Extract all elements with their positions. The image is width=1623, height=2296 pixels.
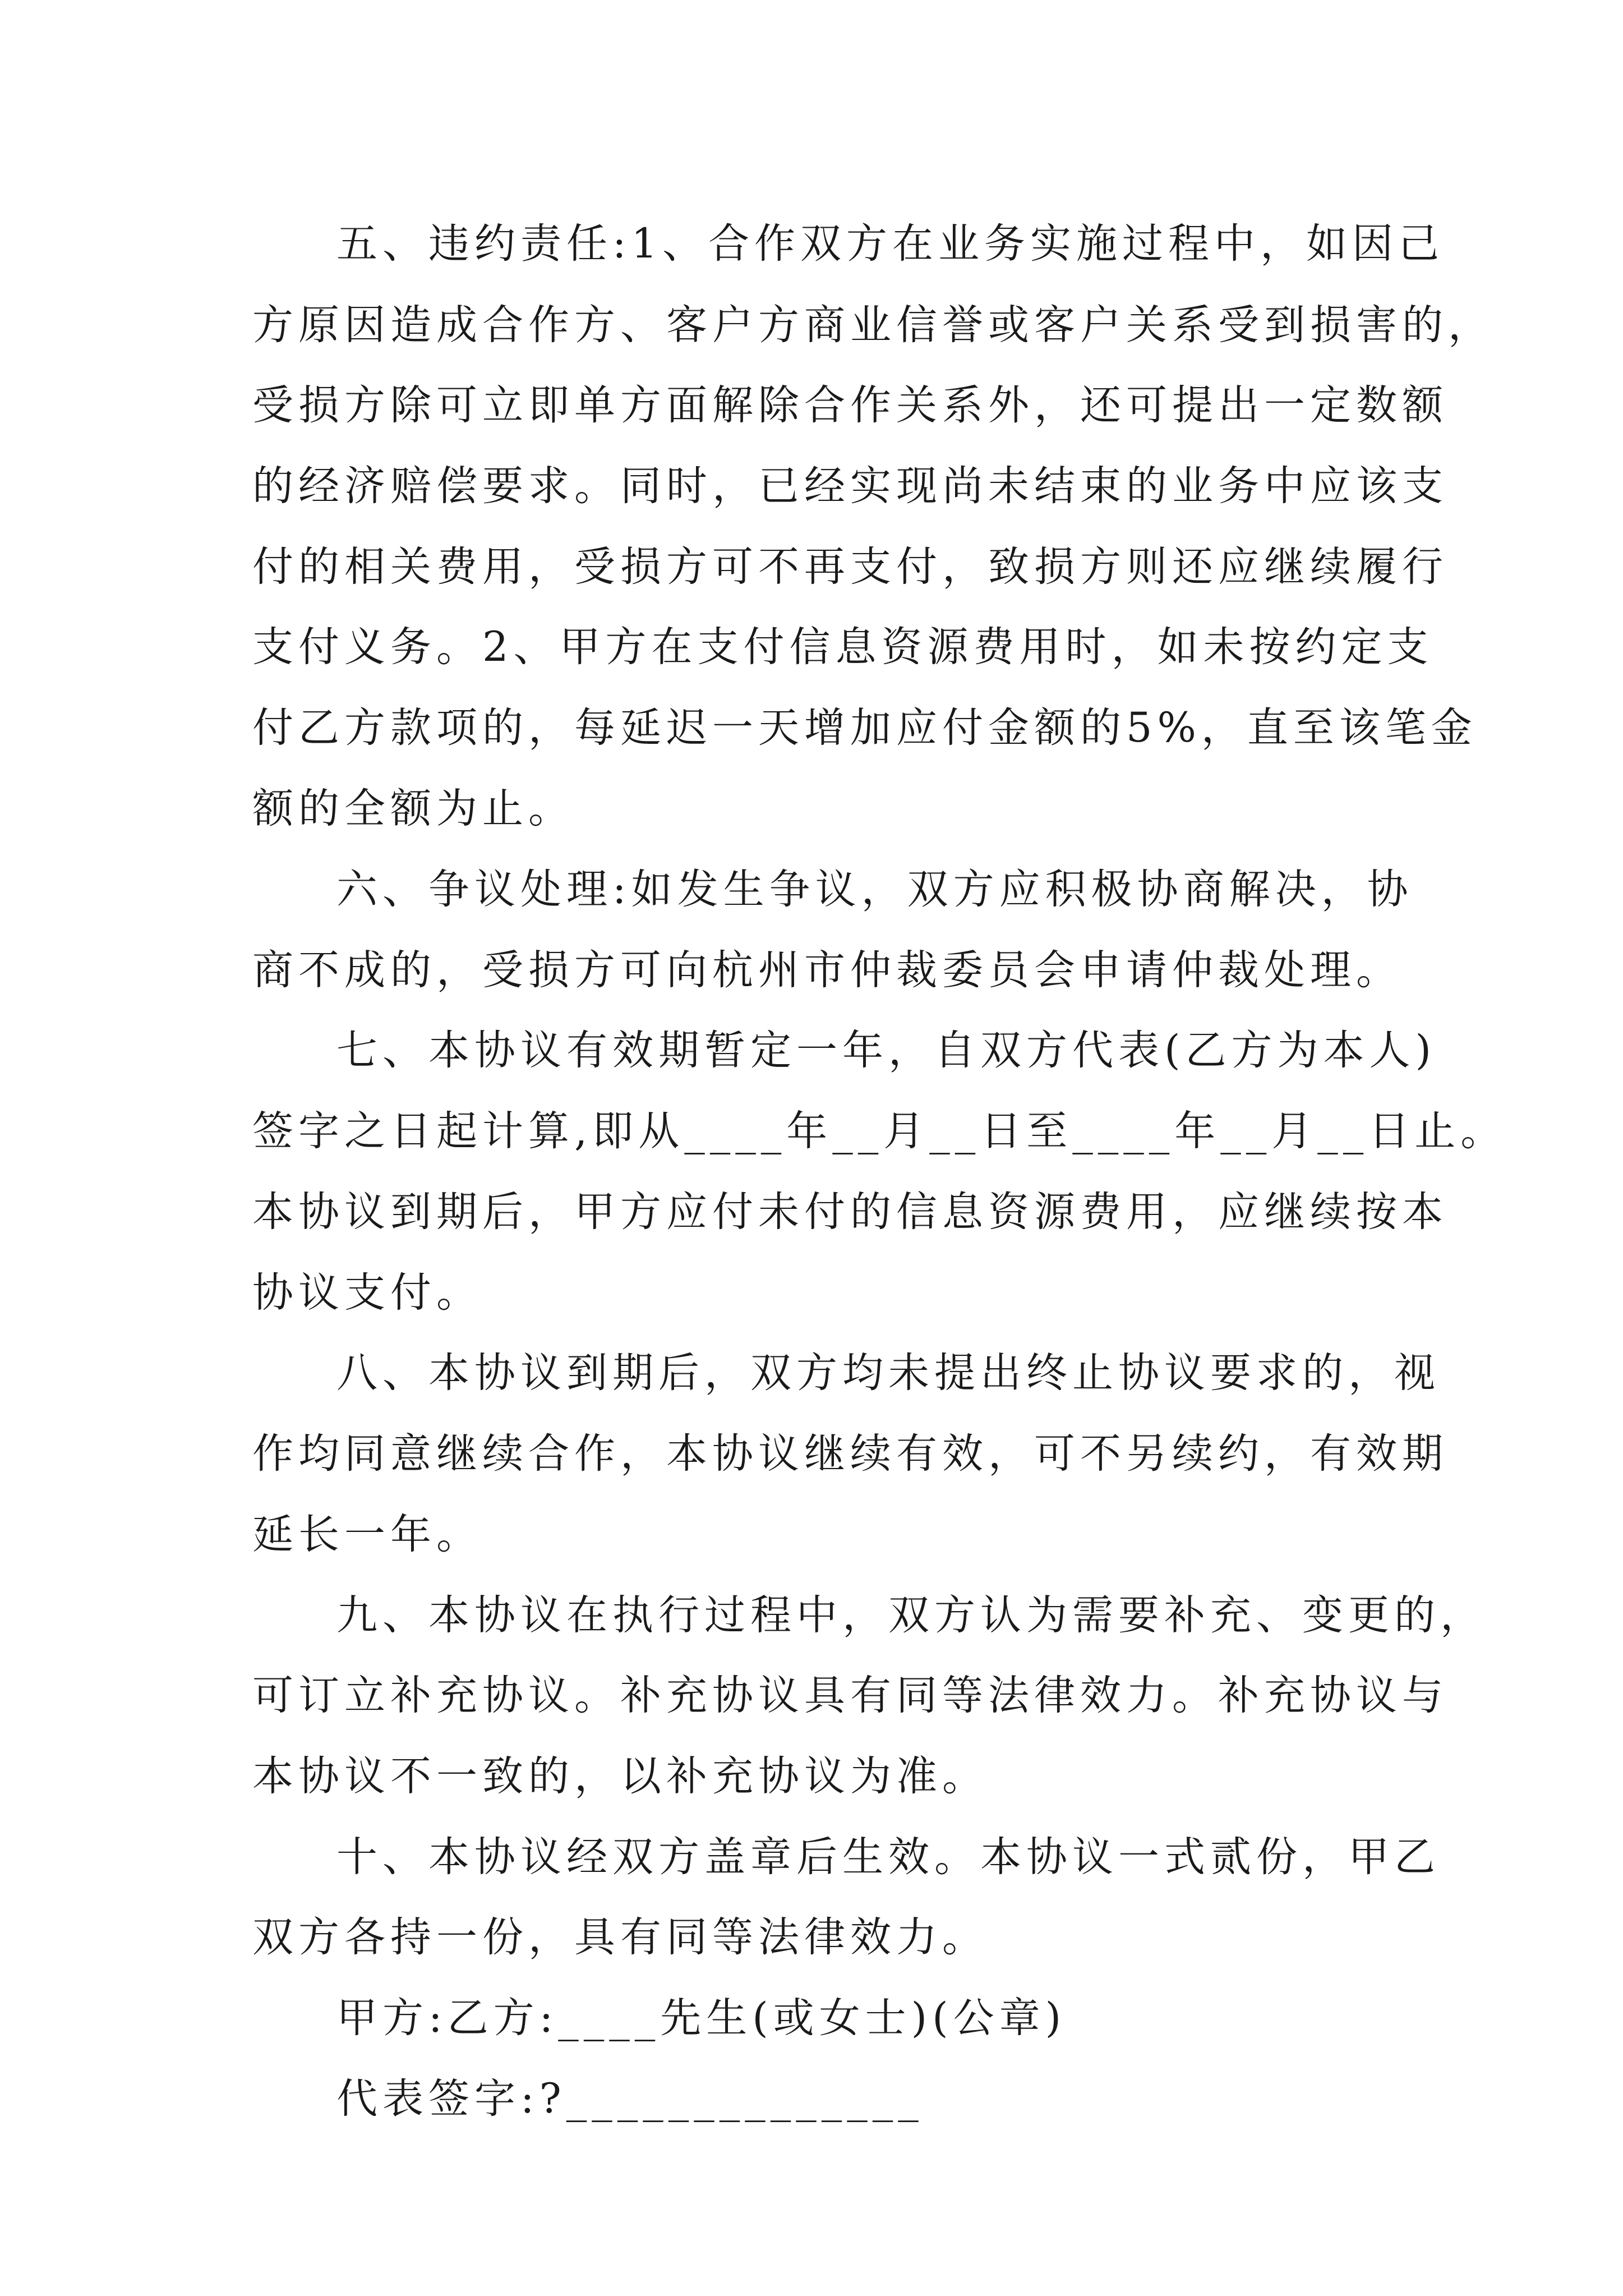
clause-5-line-4: 的经济赔偿要求。同时，已经实现尚未结束的业务中应该支 xyxy=(252,462,1448,510)
clause-10-line-1: 十、本协议经双方盖章后生效。本协议一式贰份，甲乙 xyxy=(336,1833,1440,1881)
clause-8-line-1: 八、本协议到期后，双方均未提出终止协议要求的，视 xyxy=(336,1349,1440,1397)
clause-7-line-3: 本协议到期后，甲方应付未付的信息资源费用，应继续按本 xyxy=(252,1188,1448,1236)
clause-7-line-2: 签字之日起计算,即从____年__月__日至____年__月__日止。 xyxy=(252,1107,1507,1155)
clause-5-line-1: 五、违约责任:1、合作双方在业务实施过程中，如因己 xyxy=(336,220,1445,268)
clause-5-line-6: 支付义务。2、甲方在支付信息资源费用时，如未按约定支 xyxy=(252,623,1433,671)
clause-8-line-2: 作均同意继续合作，本协议继续有效，可不另续约，有效期 xyxy=(252,1430,1448,1478)
clause-5-line-8: 额的全额为止。 xyxy=(252,785,574,832)
clause-6-line-1: 六、争议处理:如发生争议，双方应积极协商解决，协 xyxy=(336,866,1413,913)
clause-7-line-1: 七、本协议有效期暂定一年，自双方代表(乙方为本人) xyxy=(336,1027,1436,1074)
clause-6-line-2: 商不成的，受损方可向杭州市仲裁委员会申请仲裁处理。 xyxy=(252,946,1402,994)
clause-9-line-1: 九、本协议在执行过程中，双方认为需要补充、变更的， xyxy=(336,1591,1486,1639)
clause-5-line-3: 受损方除可立即单方面解除合作关系外，还可提出一定数额 xyxy=(252,381,1448,429)
clause-5-line-7: 付乙方款项的，每延迟一天增加应付金额的5%，直至该笔金 xyxy=(252,704,1477,752)
clause-5-line-2: 方原因造成合作方、客户方商业信誉或客户关系受到损害的， xyxy=(252,301,1494,349)
clause-10-line-2: 双方各持一份，具有同等法律效力。 xyxy=(252,1913,988,1961)
signature-representative-line: 代表签字:?______________ xyxy=(336,2075,924,2123)
clause-8-line-3: 延长一年。 xyxy=(252,1511,482,1558)
clause-5-line-5: 付的相关费用，受损方可不再支付，致损方则还应继续履行 xyxy=(252,543,1448,591)
clause-9-line-3: 本协议不一致的，以补充协议为准。 xyxy=(252,1752,988,1800)
signature-parties-line: 甲方:乙方:____先生(或女士)(公章) xyxy=(336,1994,1067,2042)
clause-9-line-2: 可订立补充协议。补充协议具有同等法律效力。补充协议与 xyxy=(252,1672,1448,1719)
clause-7-line-4: 协议支付。 xyxy=(252,1269,482,1317)
